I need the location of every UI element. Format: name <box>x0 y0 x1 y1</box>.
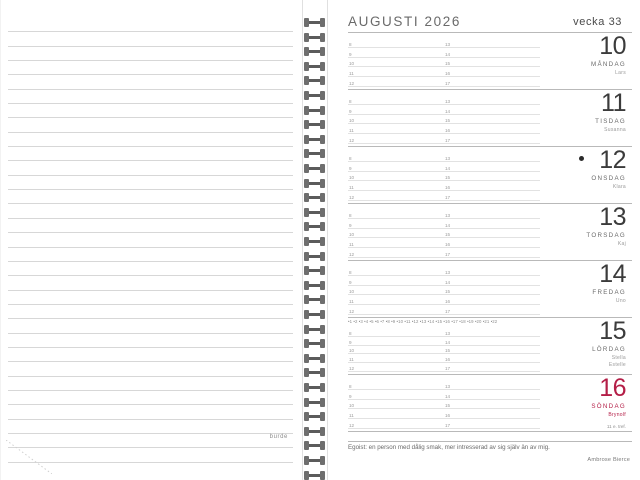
spiral-ring-icon <box>304 252 325 261</box>
hour-line <box>348 104 540 105</box>
spiral-ring-icon <box>304 62 325 71</box>
hour-label: 14 <box>445 51 451 57</box>
hour-label: 16 <box>445 185 451 191</box>
spiral-ring-icon <box>304 91 325 100</box>
hour-label: 15 <box>445 289 451 295</box>
names-day: Klara <box>612 184 626 190</box>
hour-label: 17 <box>445 252 451 257</box>
spiral-ring-icon <box>304 266 325 275</box>
spiral-ring-icon <box>304 222 325 231</box>
hour-label: 12 <box>349 309 355 314</box>
note-line[interactable] <box>8 176 293 190</box>
hour-label: 13 <box>445 98 451 104</box>
hour-label: 12 <box>349 423 355 428</box>
names-day: Susanna <box>604 127 626 133</box>
spiral-ring-icon <box>304 295 325 304</box>
names-day: Lars <box>615 70 626 76</box>
note-line[interactable] <box>8 334 293 348</box>
notes-ruled-area[interactable] <box>8 18 293 428</box>
hour-label: 10 <box>349 61 355 67</box>
liturgical-note: 11 e. tref. <box>606 424 626 429</box>
note-line[interactable] <box>8 348 293 362</box>
hour-line <box>348 389 540 390</box>
hour-label: 17 <box>445 195 451 200</box>
day-row[interactable] <box>348 375 632 432</box>
note-line[interactable] <box>8 262 293 276</box>
spiral-ring-icon <box>304 106 325 115</box>
hour-label: 13 <box>445 330 451 336</box>
spiral-ring-icon <box>304 208 325 217</box>
hour-grid[interactable] <box>348 375 540 431</box>
day-row[interactable] <box>348 261 632 318</box>
hour-line <box>348 180 540 181</box>
spiral-ring-icon <box>304 193 325 202</box>
hour-label: 17 <box>445 138 451 143</box>
hour-line <box>348 133 540 134</box>
hour-label: 15 <box>445 232 451 238</box>
spiral-ring-icon <box>304 471 325 480</box>
note-line[interactable] <box>8 233 293 247</box>
names-day: Brynolf <box>608 412 626 418</box>
day-number: 10 <box>599 32 626 60</box>
spiral-ring-icon <box>304 237 325 246</box>
hour-label: 15 <box>445 348 451 354</box>
spiral-ring-icon <box>304 325 325 334</box>
week-number: vecka 33 <box>573 16 622 28</box>
quote-author: Ambrose Bierce <box>587 457 630 463</box>
hour-grid[interactable] <box>348 261 540 317</box>
hour-line <box>348 408 540 409</box>
note-line[interactable] <box>8 420 293 434</box>
hour-grid[interactable] <box>348 33 540 89</box>
day-name: TISDAG <box>595 118 626 125</box>
spiral-ring-icon <box>304 179 325 188</box>
names-day-secondary: Estelle <box>608 362 626 368</box>
hour-label: 9 <box>349 108 352 114</box>
hour-label: 14 <box>445 165 451 171</box>
spiral-ring-icon <box>304 456 325 465</box>
hour-label: 13 <box>445 269 451 275</box>
spine-right-edge <box>327 0 328 480</box>
page-edge <box>0 0 1 480</box>
hour-label: 12 <box>349 81 355 86</box>
hour-label: 17 <box>445 81 451 86</box>
hour-grid[interactable] <box>348 318 540 374</box>
note-line[interactable] <box>8 362 293 376</box>
hour-label: 11 <box>349 71 354 77</box>
spiral-ring-icon <box>304 427 325 436</box>
hour-label: 10 <box>349 175 355 181</box>
spiral-ring-icon <box>304 441 325 450</box>
spiral-ring-icon <box>304 354 325 363</box>
note-line[interactable] <box>8 204 293 218</box>
day-row[interactable] <box>348 204 632 261</box>
hour-label: 11 <box>349 413 354 419</box>
hour-label: 14 <box>445 222 451 228</box>
hour-line <box>348 304 540 305</box>
hour-label: 8 <box>349 212 352 218</box>
spiral-ring-icon <box>304 47 325 56</box>
spiral-ring-icon <box>304 33 325 42</box>
hour-line <box>348 114 540 115</box>
hour-label: 12 <box>349 366 355 371</box>
hour-line <box>348 285 540 286</box>
day-number: 11 <box>601 89 626 117</box>
day-number: 12 <box>599 146 626 174</box>
hour-label: 8 <box>349 269 352 275</box>
hour-label: 11 <box>349 242 354 248</box>
hour-line <box>348 66 540 67</box>
hour-label: 16 <box>445 299 451 305</box>
hour-label: 10 <box>349 232 355 238</box>
note-line[interactable] <box>8 291 293 305</box>
day-row[interactable] <box>348 90 632 147</box>
spiral-ring-icon <box>304 368 325 377</box>
hour-line <box>348 143 540 144</box>
note-line[interactable] <box>8 248 293 262</box>
hour-line <box>348 190 540 191</box>
note-line[interactable] <box>8 18 293 32</box>
hour-label: 13 <box>445 212 451 218</box>
hour-line <box>348 47 540 48</box>
spiral-ring-icon <box>304 149 325 158</box>
hour-label: 8 <box>349 41 352 47</box>
spiral-ring-icon <box>304 383 325 392</box>
day-list <box>348 33 632 432</box>
note-line[interactable] <box>8 305 293 319</box>
spiral-ring-icon <box>304 339 325 348</box>
note-line[interactable] <box>8 75 293 89</box>
hour-line <box>348 161 540 162</box>
hour-label: 8 <box>349 383 352 389</box>
hour-line <box>348 345 540 346</box>
hour-line <box>348 362 540 363</box>
spiral-ring-icon <box>304 135 325 144</box>
day-number: 15 <box>599 317 626 345</box>
hour-label: 15 <box>445 61 451 67</box>
hour-label: 11 <box>349 128 354 134</box>
quote-text: Egoist: en person med dålig smak, mer intresserad av sig själv än av mig. <box>348 444 550 451</box>
hour-label: 13 <box>445 41 451 47</box>
hour-line <box>348 399 540 400</box>
hour-label: 14 <box>445 393 451 399</box>
footer-rule <box>348 441 632 442</box>
hour-label: 8 <box>349 155 352 161</box>
day-number: 14 <box>599 260 626 288</box>
names-day: Stella <box>611 355 626 361</box>
hour-label: 10 <box>349 403 355 409</box>
spiral-ring-icon <box>304 398 325 407</box>
note-line[interactable] <box>8 133 293 147</box>
day-name: ONSDAG <box>591 175 626 182</box>
hour-line <box>348 171 540 172</box>
brand-label: burde <box>269 434 288 440</box>
note-line[interactable] <box>8 276 293 290</box>
notes-page <box>0 0 306 480</box>
note-line[interactable] <box>8 90 293 104</box>
moon-phase-icon <box>579 156 584 161</box>
hour-grid[interactable] <box>348 147 540 203</box>
hour-line <box>348 418 540 419</box>
note-line[interactable] <box>8 219 293 233</box>
note-line[interactable] <box>8 405 293 419</box>
names-day: Kaj <box>617 241 626 247</box>
hour-line <box>348 200 540 201</box>
month-title: AUGUSTI 2026 <box>348 14 461 29</box>
hour-label: 12 <box>349 195 355 200</box>
hour-label: 11 <box>349 357 354 363</box>
hour-label: 16 <box>445 413 451 419</box>
hour-grid[interactable] <box>348 204 540 260</box>
day-name: MÅNDAG <box>591 61 626 68</box>
day-number: 16 <box>599 374 626 402</box>
hour-label: 14 <box>445 279 451 285</box>
hour-label: 12 <box>349 138 355 143</box>
hour-label: 9 <box>349 51 352 57</box>
hour-line <box>348 353 540 354</box>
note-line[interactable] <box>8 61 293 75</box>
day-name: FREDAG <box>592 289 626 296</box>
hour-line <box>348 228 540 229</box>
perforation-corner <box>6 440 52 474</box>
hour-line <box>348 314 540 315</box>
hour-label: 16 <box>445 242 451 248</box>
hour-label: 11 <box>349 299 354 305</box>
hour-label: 11 <box>349 185 354 191</box>
week-days-strip: •1 •2 •3 •4 •5 •6 •7 •8 •9 •10 •11 •12 •13 •14 •15 •16 •17 •18 •19 •20 •21 •22 <box>348 319 498 324</box>
note-line[interactable] <box>8 319 293 333</box>
day-number: 13 <box>599 203 626 231</box>
note-line[interactable] <box>8 32 293 46</box>
hour-label: 9 <box>349 222 352 228</box>
hour-line <box>348 86 540 87</box>
note-line[interactable] <box>8 391 293 405</box>
hour-label: 8 <box>349 98 352 104</box>
spiral-ring-icon <box>304 281 325 290</box>
spiral-binding <box>302 0 328 480</box>
calendar-page <box>330 0 640 480</box>
hour-label: 15 <box>445 403 451 409</box>
hour-line <box>348 76 540 77</box>
hour-label: 16 <box>445 128 451 134</box>
day-row[interactable] <box>348 147 632 204</box>
hour-label: 17 <box>445 309 451 314</box>
note-line[interactable] <box>8 190 293 204</box>
note-line[interactable] <box>8 147 293 161</box>
day-row[interactable] <box>348 318 632 375</box>
hour-label: 9 <box>349 165 352 171</box>
note-line[interactable] <box>8 47 293 61</box>
spiral-ring-icon <box>304 310 325 319</box>
hour-line <box>348 336 540 337</box>
hour-line <box>348 57 540 58</box>
hour-label: 10 <box>349 348 355 354</box>
hour-label: 17 <box>445 366 451 371</box>
hour-line <box>348 123 540 124</box>
hour-label: 16 <box>445 357 451 363</box>
note-line[interactable] <box>8 104 293 118</box>
note-line[interactable] <box>8 161 293 175</box>
day-row[interactable] <box>348 33 632 90</box>
hour-label: 9 <box>349 393 352 399</box>
hour-label: 8 <box>349 330 352 336</box>
hour-label: 9 <box>349 339 352 345</box>
day-name: TORSDAG <box>586 232 626 239</box>
note-line[interactable] <box>8 377 293 391</box>
hour-line <box>348 294 540 295</box>
hour-label: 13 <box>445 383 451 389</box>
hour-label: 15 <box>445 118 451 124</box>
hour-label: 14 <box>445 339 451 345</box>
hour-label: 12 <box>349 252 355 257</box>
hour-label: 10 <box>349 118 355 124</box>
hour-line <box>348 428 540 429</box>
hour-line <box>348 275 540 276</box>
hour-label: 13 <box>445 155 451 161</box>
spiral-ring-icon <box>304 412 325 421</box>
hour-line <box>348 218 540 219</box>
hour-line <box>348 371 540 372</box>
day-name: SÖNDAG <box>591 403 626 410</box>
spiral-ring-icon <box>304 120 325 129</box>
hour-line <box>348 257 540 258</box>
spiral-ring-icon <box>304 18 325 27</box>
spiral-ring-icon <box>304 164 325 173</box>
spiral-ring-icon <box>304 76 325 85</box>
names-day: Uno <box>615 298 626 304</box>
day-name: LÖRDAG <box>592 346 626 353</box>
hour-line <box>348 247 540 248</box>
hour-grid[interactable] <box>348 90 540 146</box>
hour-line <box>348 237 540 238</box>
hour-label: 17 <box>445 423 451 428</box>
hour-label: 16 <box>445 71 451 77</box>
note-line[interactable] <box>8 118 293 132</box>
hour-label: 10 <box>349 289 355 295</box>
hour-label: 9 <box>349 279 352 285</box>
spine-left-edge <box>302 0 303 480</box>
hour-label: 14 <box>445 108 451 114</box>
hour-label: 15 <box>445 175 451 181</box>
